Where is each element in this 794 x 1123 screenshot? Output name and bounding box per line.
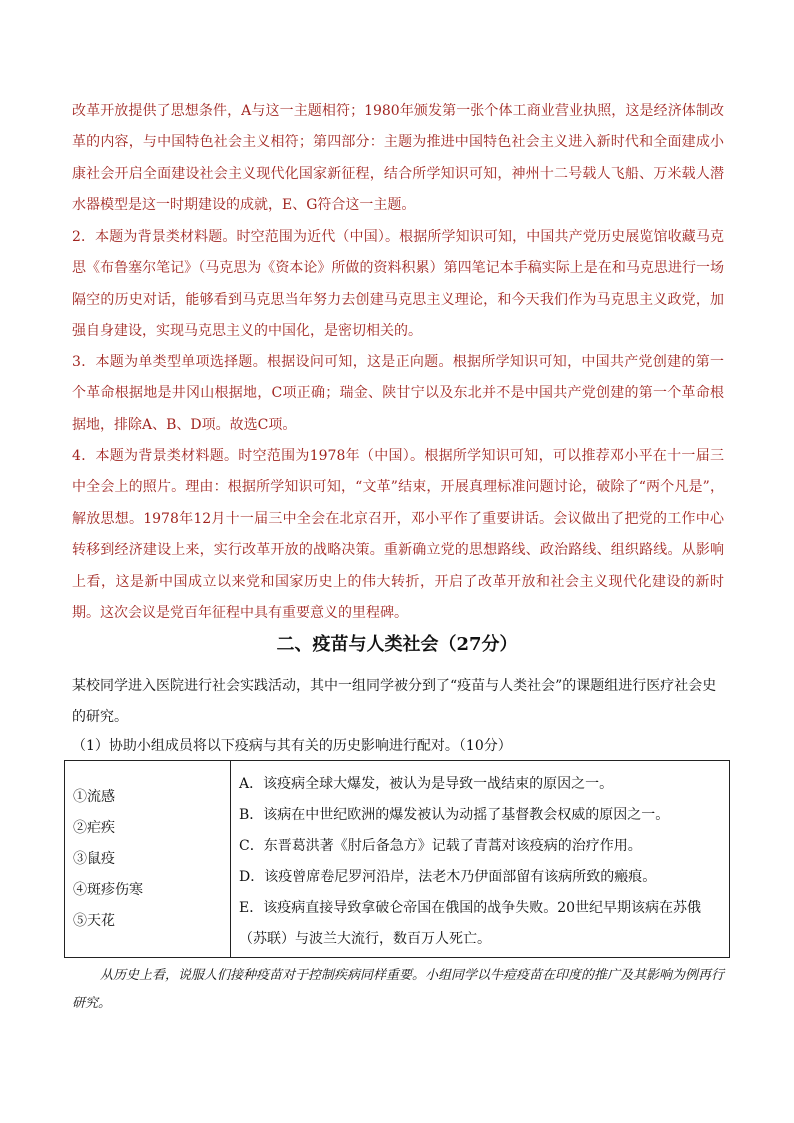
impact-item: A．该疫病全球大爆发，被认为是导致一战结束的原因之一。 <box>239 776 614 792</box>
impact-item: C．东晋葛洪著《肘后备急方》记载了青蒿对该疫病的治疗作用。 <box>239 838 642 854</box>
impact-item: E．该疫病直接导致拿破仑帝国在俄国的战争失败。20世纪早期该病在苏俄（苏联）与波兰大流行，数百万人死亡。 <box>239 900 702 947</box>
answer-paragraph-4: 4．本题为背景类材料题。时空范围为1978年（中国）。根据所学知识可知，可以推荐邓小平在十一届三中全会上的照片。理由：根据所学知识可知，“文革”结束，开展真理标准问题讨论，破除了“两个凡是”，解放思想。1978年12月十一届三中全会在北京召开，邓小平作了重要讲话。会议做出了把党的工作中心转移到经济建设上来，实行改革开放的战略决策。重新确立党的思想路线、政治路线、组织路线。从影响上看，这是新中国成立以来党和国家历史上的伟大转折，开启了改革开放和社会主义现代化建设的新时期。这次会议是党百年征程中具有重要意义的里程碑。 <box>72 448 724 622</box>
disease-item: ③鼠疫 <box>73 851 115 867</box>
disease-column <box>65 761 231 958</box>
disease-item: ①流感 <box>73 789 115 805</box>
answer-paragraph-2: 2．本题为背景类材料题。时空范围为近代（中国）。根据所学知识可知，中国共产党历史展览馆收藏马克思《布鲁塞尔笔记》（马克思为《资本论》所做的资料积累）第四笔记本手稿实际上是在和马克思进行一场隔空的历史对话，能够看到马克思当年努力去创建马克思主义理论，和今天我们作为马克思主义政党，加强自身建设，实现马克思主义的中国化，是密切相关的。 <box>72 229 724 340</box>
section-title: 二、疫苗与人类社会（27分） <box>276 634 518 655</box>
disease-item: ⑤天花 <box>73 913 115 929</box>
research-note: 从历史上看，说服人们接种疫苗对于控制疾病同样重要。小组同学以牛痘疫苗在印度的推广及其影响为例再行研究。 <box>72 968 725 1011</box>
impact-item: B．该病在中世纪欧洲的爆发被认为动摇了基督教会权威的原因之一。 <box>239 807 670 823</box>
section-intro: 某校同学进入医院进行社会实践活动，其中一组同学被分到了“疫苗与人类社会”的课题组进行医疗社会史的研究。 <box>72 678 717 725</box>
disease-item: ④斑疹伤寒 <box>73 882 143 898</box>
matching-table <box>64 760 730 958</box>
answer-paragraph-1: 改革开放提供了思想条件，A与这一主题相符；1980年颁发第一张个体工商业营业执照，这是经济体制改革的内容，与中国特色社会主义相符；第四部分：主题为推进中国特色社会主义进入新时代和全面建成小康社会开启全面建设社会主义现代化国家新征程，结合所学知识可知，神州十二号载人飞船、万米载人潜水器模型是这一时期建设的成就，E、G符合这一主题。 <box>72 103 724 214</box>
answer-paragraph-3: 3．本题为单类型单项选择题。根据设问可知，这是正向题。根据所学知识可知，中国共产党创建的第一个革命根据地是井冈山根据地，C项正确；瑞金、陕甘宁以及东北并不是中国共产党创建的第一个革命根据地，排除A、B、D项。故选C项。 <box>72 354 724 433</box>
impact-item: D．该疫曾席卷尼罗河沿岸，法老木乃伊面部留有该病所致的瘢痕。 <box>239 869 657 885</box>
impact-column <box>231 761 730 958</box>
disease-item: ②疟疾 <box>73 820 115 836</box>
question-1: （1）协助小组成员将以下疫病与其有关的历史影响进行配对。（10分） <box>72 738 512 754</box>
